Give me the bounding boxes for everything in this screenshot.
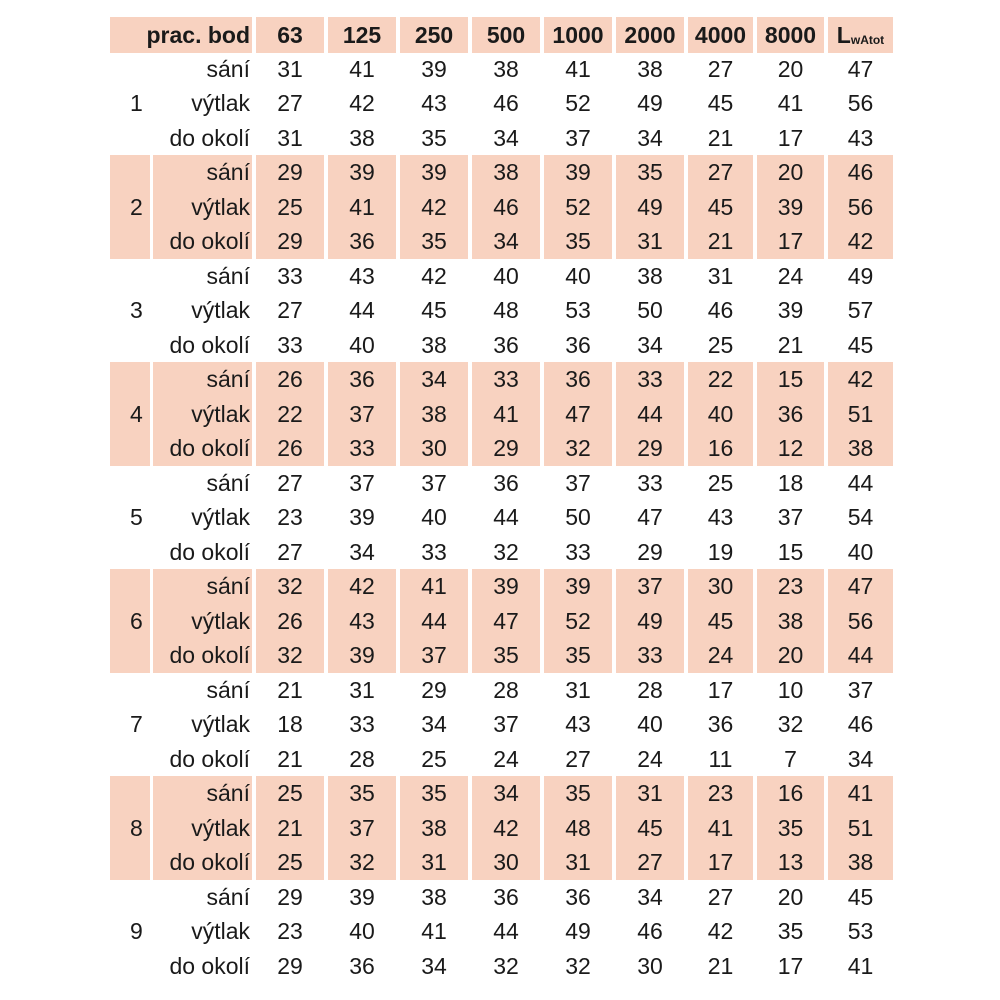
row-label: sání <box>206 780 250 806</box>
row-label: sání <box>206 262 250 289</box>
value-cell: 29 <box>637 435 663 461</box>
value-cell: 24 <box>707 642 734 668</box>
value-cell: 34 <box>421 711 447 737</box>
value-cell: 25 <box>707 469 734 496</box>
value-cell: 57 <box>847 297 874 323</box>
row-label: výtlak <box>191 90 250 116</box>
value-cell: 24 <box>777 262 804 289</box>
value-cell: 41 <box>847 780 874 806</box>
value-cell: 46 <box>707 297 734 323</box>
row-label: výtlak <box>191 297 250 323</box>
row-label: do okolí <box>169 745 250 772</box>
value-cell: 36 <box>565 331 591 358</box>
value-cell: 36 <box>565 366 591 392</box>
value-cell: 37 <box>421 469 447 496</box>
value-cell: 21 <box>277 745 303 772</box>
value-cell: 45 <box>707 90 734 116</box>
value-cell: 45 <box>707 193 734 220</box>
value-cell: 17 <box>707 676 734 703</box>
value-cell: 38 <box>637 55 663 82</box>
value-cell: 33 <box>493 366 519 392</box>
group-number: 7 <box>130 711 143 737</box>
value-cell: 41 <box>565 55 591 82</box>
value-cell: 48 <box>565 814 591 841</box>
value-cell: 25 <box>421 745 447 772</box>
value-cell: 39 <box>349 504 375 530</box>
value-cell: 33 <box>349 435 375 461</box>
value-cell: 44 <box>349 297 375 323</box>
value-cell: 28 <box>493 676 519 703</box>
value-cell: 34 <box>421 952 447 979</box>
value-cell: 50 <box>565 504 591 530</box>
value-cell: 32 <box>277 642 303 668</box>
value-cell: 44 <box>637 400 663 427</box>
value-cell: 39 <box>777 297 804 323</box>
row-label: do okolí <box>169 849 250 875</box>
value-cell: 35 <box>777 814 804 841</box>
value-cell: 32 <box>493 538 519 565</box>
group-number: 1 <box>130 90 143 116</box>
row-label: sání <box>206 55 250 82</box>
value-cell: 40 <box>349 331 375 358</box>
value-cell: 49 <box>565 918 591 944</box>
value-cell: 37 <box>349 400 375 427</box>
row-label: sání <box>206 366 250 392</box>
value-cell: 31 <box>637 780 663 806</box>
value-cell: 52 <box>565 607 591 634</box>
value-cell: 16 <box>707 435 734 461</box>
value-cell: 49 <box>637 193 663 220</box>
value-cell: 19 <box>707 538 734 565</box>
value-cell: 51 <box>847 400 874 427</box>
value-cell: 35 <box>349 780 375 806</box>
value-cell: 35 <box>565 780 591 806</box>
value-cell: 41 <box>493 400 519 427</box>
value-cell: 26 <box>277 435 303 461</box>
value-cell: 33 <box>565 538 591 565</box>
value-cell: 20 <box>777 55 804 82</box>
value-cell: 29 <box>277 952 303 979</box>
value-cell: 45 <box>847 883 874 910</box>
value-cell: 34 <box>637 331 663 358</box>
row-label: do okolí <box>169 538 250 565</box>
value-cell: 33 <box>277 331 303 358</box>
value-cell: 38 <box>637 262 663 289</box>
value-cell: 36 <box>493 331 519 358</box>
value-cell: 21 <box>277 814 303 841</box>
value-cell: 20 <box>777 642 804 668</box>
row-label: sání <box>206 883 250 910</box>
value-cell: 44 <box>421 607 447 634</box>
value-cell: 32 <box>493 952 519 979</box>
row-label: do okolí <box>169 435 250 461</box>
value-cell: 37 <box>349 469 375 496</box>
value-cell: 38 <box>421 400 447 427</box>
value-cell: 44 <box>493 918 519 944</box>
value-cell: 29 <box>421 676 447 703</box>
value-cell: 31 <box>707 262 734 289</box>
value-cell: 43 <box>707 504 734 530</box>
value-cell: 34 <box>847 745 874 772</box>
value-cell: 40 <box>707 400 734 427</box>
value-cell: 37 <box>565 469 591 496</box>
value-cell: 38 <box>847 849 874 875</box>
value-cell: 16 <box>777 780 804 806</box>
value-cell: 27 <box>277 538 303 565</box>
value-cell: 40 <box>349 918 375 944</box>
value-cell: 37 <box>847 676 874 703</box>
value-cell: 46 <box>493 193 519 220</box>
value-cell: 20 <box>777 159 804 185</box>
value-cell: 37 <box>493 711 519 737</box>
value-cell: 7 <box>784 745 797 772</box>
group-number: 4 <box>130 400 143 427</box>
header-band-500: 500 <box>486 21 526 48</box>
row-label: výtlak <box>191 193 250 220</box>
value-cell: 31 <box>349 676 375 703</box>
value-cell: 38 <box>349 124 375 151</box>
row-label: výtlak <box>191 814 250 841</box>
group-number: 6 <box>130 607 143 634</box>
value-cell: 15 <box>777 538 804 565</box>
value-cell: 39 <box>421 159 447 185</box>
header-total <box>828 17 893 53</box>
value-cell: 56 <box>847 193 874 220</box>
value-cell: 13 <box>777 849 804 875</box>
value-cell: 41 <box>421 573 447 599</box>
value-cell: 34 <box>493 124 519 151</box>
value-cell: 43 <box>847 124 874 151</box>
value-cell: 45 <box>637 814 663 841</box>
value-cell: 34 <box>349 538 375 565</box>
value-cell: 31 <box>421 849 447 875</box>
value-cell: 35 <box>637 159 663 185</box>
value-cell: 47 <box>847 573 874 599</box>
value-cell: 33 <box>277 262 303 289</box>
header-band-63: 63 <box>277 21 303 48</box>
value-cell: 24 <box>637 745 663 772</box>
header-band-8000: 8000 <box>764 21 817 48</box>
header-band-250: 250 <box>414 21 454 48</box>
value-cell: 21 <box>707 228 734 254</box>
value-cell: 25 <box>707 331 734 358</box>
value-cell: 39 <box>421 55 447 82</box>
value-cell: 31 <box>637 228 663 254</box>
value-cell: 46 <box>847 159 874 185</box>
group-number: 8 <box>130 814 143 841</box>
value-cell: 42 <box>493 814 519 841</box>
value-cell: 52 <box>565 193 591 220</box>
value-cell: 22 <box>277 400 303 427</box>
value-cell: 22 <box>707 366 734 392</box>
value-cell: 29 <box>277 883 303 910</box>
value-cell: 38 <box>421 331 447 358</box>
value-cell: 27 <box>707 55 734 82</box>
value-cell: 46 <box>847 711 874 737</box>
value-cell: 25 <box>277 193 303 220</box>
value-cell: 38 <box>847 435 874 461</box>
value-cell: 41 <box>421 918 447 944</box>
value-cell: 32 <box>349 849 375 875</box>
value-cell: 38 <box>421 883 447 910</box>
value-cell: 42 <box>349 573 375 599</box>
value-cell: 23 <box>277 918 303 944</box>
value-cell: 43 <box>349 262 375 289</box>
value-cell: 36 <box>493 469 519 496</box>
row-label: sání <box>206 469 250 496</box>
value-cell: 32 <box>565 435 591 461</box>
value-cell: 38 <box>421 814 447 841</box>
value-cell: 27 <box>637 849 663 875</box>
value-cell: 10 <box>777 676 804 703</box>
value-cell: 36 <box>707 711 734 737</box>
value-cell: 56 <box>847 607 874 634</box>
value-cell: 11 <box>708 745 733 772</box>
value-cell: 18 <box>277 711 303 737</box>
group-number: 5 <box>130 504 143 530</box>
value-cell: 31 <box>565 676 591 703</box>
value-cell: 30 <box>493 849 519 875</box>
value-cell: 18 <box>777 469 804 496</box>
value-cell: 32 <box>565 952 591 979</box>
value-cell: 40 <box>493 262 519 289</box>
value-cell: 20 <box>777 883 804 910</box>
value-cell: 41 <box>349 193 375 220</box>
value-cell: 39 <box>565 159 591 185</box>
value-cell: 28 <box>349 745 375 772</box>
value-cell: 34 <box>421 366 447 392</box>
value-cell: 37 <box>565 124 591 151</box>
row-label: do okolí <box>169 952 250 979</box>
value-cell: 40 <box>565 262 591 289</box>
header-label: prac. bod <box>146 21 250 48</box>
group-number: 2 <box>130 193 143 220</box>
header-band-2000: 2000 <box>624 21 676 48</box>
group-number: 3 <box>130 297 143 323</box>
header-band-125: 125 <box>342 21 382 48</box>
value-cell: 42 <box>421 262 447 289</box>
value-cell: 17 <box>707 849 734 875</box>
header-band-1000: 1000 <box>552 21 604 48</box>
group-number: 9 <box>130 918 143 944</box>
value-cell: 56 <box>847 90 874 116</box>
value-cell: 34 <box>493 228 519 254</box>
value-cell: 53 <box>565 297 591 323</box>
value-cell: 39 <box>777 193 804 220</box>
value-cell: 36 <box>349 952 375 979</box>
value-cell: 15 <box>777 366 804 392</box>
value-cell: 36 <box>493 883 519 910</box>
value-cell: 27 <box>707 883 734 910</box>
value-cell: 36 <box>349 366 375 392</box>
value-cell: 44 <box>847 469 874 496</box>
row-label: do okolí <box>169 228 250 254</box>
value-cell: 28 <box>637 676 663 703</box>
value-cell: 34 <box>637 124 663 151</box>
value-cell: 49 <box>847 262 874 289</box>
row-label: výtlak <box>191 918 250 944</box>
value-cell: 31 <box>277 55 303 82</box>
value-cell: 30 <box>707 573 734 599</box>
value-cell: 39 <box>349 642 375 668</box>
row-label: výtlak <box>191 711 250 737</box>
value-cell: 32 <box>277 573 303 599</box>
row-label: výtlak <box>191 400 250 427</box>
value-cell: 25 <box>277 780 303 806</box>
value-cell: 36 <box>777 400 804 427</box>
value-cell: 47 <box>637 504 663 530</box>
value-cell: 42 <box>349 90 375 116</box>
value-cell: 46 <box>493 90 519 116</box>
value-cell: 12 <box>777 435 804 461</box>
value-cell: 41 <box>707 814 734 841</box>
value-cell: 23 <box>777 573 804 599</box>
value-cell: 33 <box>421 538 447 565</box>
value-cell: 24 <box>493 745 519 772</box>
value-cell: 45 <box>847 331 874 358</box>
row-label: sání <box>206 159 250 185</box>
value-cell: 25 <box>277 849 303 875</box>
value-cell: 49 <box>637 607 663 634</box>
value-cell: 37 <box>637 573 663 599</box>
value-cell: 30 <box>637 952 663 979</box>
value-cell: 27 <box>277 90 303 116</box>
value-cell: 34 <box>637 883 663 910</box>
value-cell: 37 <box>349 814 375 841</box>
value-cell: 42 <box>707 918 734 944</box>
value-cell: 40 <box>637 711 663 737</box>
value-cell: 38 <box>493 159 519 185</box>
value-cell: 35 <box>565 228 591 254</box>
header-total-main: L <box>836 21 851 48</box>
value-cell: 47 <box>847 55 874 82</box>
value-cell: 40 <box>421 504 447 530</box>
value-cell: 44 <box>847 642 874 668</box>
value-cell: 39 <box>493 573 519 599</box>
value-cell: 36 <box>565 883 591 910</box>
header-total-subscript: wAtot <box>850 33 885 47</box>
value-cell: 43 <box>421 90 447 116</box>
value-cell: 37 <box>421 642 447 668</box>
value-cell: 26 <box>277 366 303 392</box>
value-cell: 43 <box>349 607 375 634</box>
value-cell: 33 <box>349 711 375 737</box>
value-cell: 23 <box>707 780 734 806</box>
value-cell: 38 <box>493 55 519 82</box>
row-label: do okolí <box>169 124 250 151</box>
value-cell: 49 <box>637 90 663 116</box>
value-cell: 39 <box>349 159 375 185</box>
value-cell: 44 <box>493 504 519 530</box>
value-cell: 42 <box>847 366 874 392</box>
value-cell: 45 <box>707 607 734 634</box>
value-cell: 51 <box>847 814 874 841</box>
value-cell: 33 <box>637 366 663 392</box>
value-cell: 27 <box>707 159 734 185</box>
value-cell: 39 <box>565 573 591 599</box>
value-cell: 41 <box>777 90 804 116</box>
value-cell: 31 <box>277 124 303 151</box>
row-label: výtlak <box>191 504 250 530</box>
value-cell: 26 <box>277 607 303 634</box>
value-cell: 47 <box>493 607 519 634</box>
value-cell: 42 <box>847 228 874 254</box>
value-cell: 46 <box>637 918 663 944</box>
value-cell: 21 <box>707 952 734 979</box>
value-cell: 42 <box>421 193 447 220</box>
value-cell: 32 <box>777 711 804 737</box>
row-label: do okolí <box>169 642 250 668</box>
value-cell: 29 <box>493 435 519 461</box>
row-label: výtlak <box>191 607 250 634</box>
row-label: do okolí <box>169 331 250 358</box>
value-cell: 29 <box>277 228 303 254</box>
value-cell: 48 <box>493 297 519 323</box>
value-cell: 31 <box>565 849 591 875</box>
value-cell: 27 <box>277 469 303 496</box>
value-cell: 35 <box>777 918 804 944</box>
value-cell: 29 <box>277 159 303 185</box>
value-cell: 33 <box>637 469 663 496</box>
value-cell: 23 <box>277 504 303 530</box>
value-cell: 17 <box>777 952 804 979</box>
header-band-4000: 4000 <box>694 21 747 48</box>
value-cell: 29 <box>637 538 663 565</box>
value-cell: 33 <box>637 642 663 668</box>
value-cell: 53 <box>847 918 874 944</box>
value-cell: 54 <box>847 504 874 530</box>
value-cell: 36 <box>349 228 375 254</box>
value-cell: 35 <box>421 124 447 151</box>
row-label: sání <box>206 676 250 703</box>
value-cell: 40 <box>847 538 874 565</box>
value-cell: 27 <box>565 745 591 772</box>
value-cell: 35 <box>565 642 591 668</box>
value-cell: 21 <box>707 124 734 151</box>
value-cell: 41 <box>349 55 375 82</box>
value-cell: 38 <box>777 607 804 634</box>
value-cell: 35 <box>493 642 519 668</box>
value-cell: 52 <box>565 90 591 116</box>
value-cell: 39 <box>349 883 375 910</box>
value-cell: 21 <box>277 676 303 703</box>
value-cell: 17 <box>777 228 804 254</box>
value-cell: 35 <box>421 228 447 254</box>
value-cell: 17 <box>777 124 804 151</box>
value-cell: 47 <box>565 400 591 427</box>
value-cell: 37 <box>777 504 804 530</box>
value-cell: 41 <box>847 952 874 979</box>
value-cell: 34 <box>493 780 519 806</box>
value-cell: 21 <box>777 331 804 358</box>
value-cell: 35 <box>421 780 447 806</box>
value-cell: 45 <box>421 297 447 323</box>
value-cell: 30 <box>421 435 447 461</box>
value-cell: 43 <box>565 711 591 737</box>
value-cell: 27 <box>277 297 303 323</box>
row-label: sání <box>206 573 250 599</box>
value-cell: 50 <box>637 297 663 323</box>
